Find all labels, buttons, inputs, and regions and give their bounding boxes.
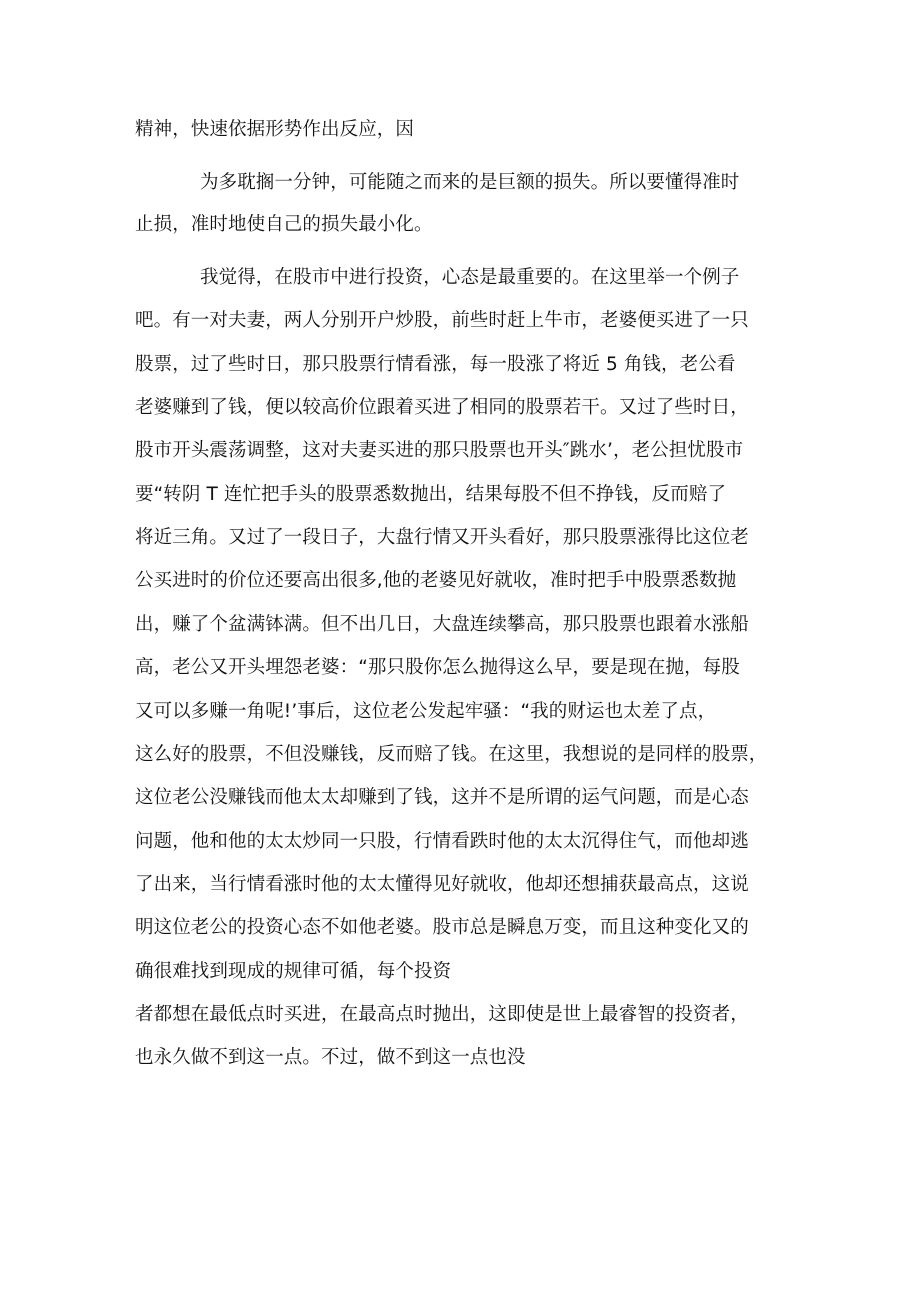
text-line: 公买进时的价位还要高出很多,他的老婆见好就收，准时把手中股票悉数抛 — [135, 570, 737, 591]
text-line: 为多耽搁一分钟，可能随之而来的是巨额的损失。所以要懂得准时 — [200, 172, 740, 193]
text-line: 将近三角。又过了一段日子，大盘行情又开头看好，那只股票涨得比这位老 — [135, 527, 749, 548]
text-line: 确很难找到现成的规律可循，每个投资 — [135, 961, 452, 982]
text-line: 问题，他和他的太太炒同一只股，行情看跌时他的太太沉得住气，而他却逃 — [135, 831, 749, 852]
text-line: 高，老公又开头埋怨老婆：“那只股你怎么抛得这么早，要是现在抛，每股 — [135, 657, 740, 678]
text-line: 了出来，当行情看涨时他的太太懂得见好就收，他却还想捕获最高点，这说 — [135, 874, 749, 895]
text-line: 也永久做不到这一点。不过，做不到这一点也没 — [135, 1047, 526, 1068]
text-line: 要“转阴 T 连忙把手头的股票悉数抛出，结果每股不但不挣钱，反而赔了 — [135, 484, 727, 505]
text-line: 这么好的股票，不但没赚钱，反而赔了钱。在这里，我想说的是同样的股票， — [135, 744, 768, 765]
text-line: 明这位老公的投资心态不如他老婆。股市总是瞬息万变，而且这种变化又的 — [135, 917, 749, 938]
text-line: 老婆赚到了钱，便以较高价位跟着买进了相同的股票若干。又过了些时日， — [135, 397, 749, 418]
text-line: 股市开头震荡调整，这对夫妻买进的那只股票也开头″跳水’，老公担忧股市 — [135, 440, 744, 461]
text-line: 我觉得，在股市中进行投资，心态是最重要的。在这里举一个例子 — [200, 267, 740, 288]
text-line: 吧。有一对夫妻，两人分别开户炒股，前些时赶上牛市，老婆便买进了一只 — [135, 310, 749, 331]
text-line: 股票，过了些时日，那只股票行情看涨，每一股涨了将近 5 角钱，老公看 — [135, 354, 736, 375]
text-line: 者都想在最低点时买进，在最高点时抛出，这即使是世上最睿智的投资者， — [135, 1004, 749, 1025]
text-line: 止损，准时地使自己的损失最小化。 — [135, 214, 433, 235]
text-line: 出，赚了个盆满钵满。但不出几日，大盘连续攀高，那只股票也跟着水涨船 — [135, 614, 749, 635]
text-line: 精神，快速依据形势作出反应，因 — [135, 119, 415, 140]
text-line: 又可以多赚一角呢!’事后，这位老公发起牢骚：“我的财运也太差了点， — [135, 701, 717, 722]
text-line: 这位老公没赚钱而他太太却赚到了钱，这并不是所谓的运气问题，而是心态 — [135, 787, 749, 808]
